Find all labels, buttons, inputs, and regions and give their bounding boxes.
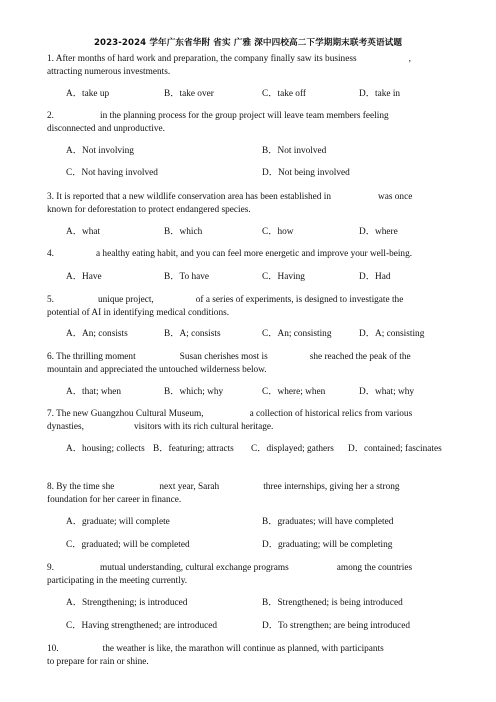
option-c[interactable]: C．take off <box>262 89 306 99</box>
question-7 <box>47 408 451 433</box>
option-c[interactable]: C．Not having involved <box>66 168 158 178</box>
question-text: a collection of historical relics from various <box>249 409 413 419</box>
option-d[interactable]: D．graduating; will be completing <box>262 540 393 550</box>
option-b[interactable]: B．take over <box>164 89 214 99</box>
question-text: mountain and appreciated the untouched wilderness below. <box>47 364 267 375</box>
option-c[interactable]: C．An; consisting <box>262 329 332 339</box>
question-text: a healthy eating habit, and you can feel more energetic and improve your well-being. <box>95 249 413 259</box>
question-text: 10. <box>47 644 59 654</box>
question-text: attracting numerous investments. <box>47 66 171 77</box>
option-b[interactable]: B．A; consists <box>164 329 221 339</box>
question-3 <box>47 191 451 216</box>
question-text: 2. <box>47 111 54 121</box>
question-text: in the planning process for the group project will leave team members feeling <box>99 111 389 121</box>
question-text: unique project, <box>97 295 154 305</box>
option-d[interactable]: D．what; why <box>359 387 415 397</box>
option-d[interactable]: D．take in <box>359 89 401 99</box>
option-a[interactable]: A．An; consists <box>66 329 128 339</box>
question-text: was once <box>377 192 413 202</box>
question-10 <box>47 643 451 668</box>
question-text: mutual understanding, cultural exchange programs <box>99 563 289 573</box>
option-b[interactable]: B．featuring; attracts <box>153 444 234 454</box>
option-d[interactable]: D．Had <box>359 272 391 282</box>
option-b[interactable]: B．which; why <box>164 387 224 397</box>
option-a[interactable]: A．housing; collects <box>66 444 145 454</box>
option-b[interactable]: B．To have <box>164 272 210 282</box>
option-d[interactable]: D．Not being involved <box>262 168 350 178</box>
option-b[interactable]: B．Not involved <box>262 146 327 156</box>
option-c[interactable]: C．Having strengthened; are introduced <box>66 621 218 631</box>
question-text: 6. The thrilling moment <box>47 352 136 362</box>
option-b[interactable]: B．which <box>164 227 203 237</box>
question-text: next year, Sarah <box>159 482 220 492</box>
question-text: to prepare for rain or shine. <box>47 656 149 667</box>
question-text: 1. After months of hard work and preparation, the company finally saw its business <box>47 54 357 64</box>
question-text: the weather is like, the marathon will continue as planned, with participants <box>102 644 384 654</box>
option-a[interactable]: A．take up <box>66 89 110 99</box>
question-8 <box>47 481 451 506</box>
option-a[interactable]: A．what <box>66 227 101 237</box>
option-a[interactable]: A．that; when <box>66 387 122 397</box>
exam-title: 2023-2024 学年广东省华附 省实 广雅 深中四校高二下学期期末联考英语试题 <box>93 38 403 48</box>
question-text: dynasties, <box>47 421 84 432</box>
question-text: disconnected and unproductive. <box>47 123 165 134</box>
option-a[interactable]: A．Have <box>66 272 102 282</box>
option-c[interactable]: C．displayed; gathers <box>251 444 334 454</box>
option-d[interactable]: D．A; consisting <box>359 329 425 339</box>
question-6 <box>47 351 451 376</box>
question-text: , <box>408 54 411 64</box>
question-text: visitors with its rich cultural heritage. <box>133 421 274 432</box>
question-text: Susan cherishes most is <box>179 352 268 362</box>
question-4 <box>47 248 457 261</box>
option-d[interactable]: D．where <box>359 227 398 237</box>
question-text: participating in the meeting currently. <box>47 575 188 586</box>
question-text: among the countries <box>336 563 413 573</box>
question-text: 5. <box>47 295 54 305</box>
question-text: she reached the peak of the <box>309 352 411 362</box>
question-text: known for deforestation to protect endangered species. <box>47 204 251 215</box>
option-a[interactable]: A．Not involving <box>66 146 134 156</box>
option-b[interactable]: B．Strengthened; is being introduced <box>262 598 403 608</box>
option-c[interactable]: C．Having <box>262 272 305 282</box>
question-9 <box>47 562 451 587</box>
option-c[interactable]: C．graduated; will be completed <box>66 540 190 550</box>
option-a[interactable]: A．graduate; will complete <box>66 517 170 527</box>
question-text: foundation for her career in finance. <box>47 494 182 505</box>
option-c[interactable]: C．where; when <box>262 387 326 397</box>
option-a[interactable]: A．Strengthening; is introduced <box>66 598 188 608</box>
question-text: of a series of experiments, is designed to investigate the <box>195 295 404 305</box>
question-text: 9. <box>47 563 54 573</box>
option-d[interactable]: D．To strengthen; are being introduced <box>262 621 411 631</box>
question-text: three internships, giving her a strong <box>263 482 400 492</box>
question-text: 7. The new Guangzhou Cultural Museum, <box>47 409 204 419</box>
option-c[interactable]: C．how <box>262 227 294 237</box>
question-5 <box>47 294 451 319</box>
option-d[interactable]: D．contained; fascinates <box>348 444 442 454</box>
question-1 <box>47 53 451 78</box>
question-text: 4. <box>47 249 54 259</box>
question-text: 3. It is reported that a new wildlife conservation area has been established in <box>47 192 331 202</box>
question-2 <box>47 110 451 135</box>
question-text: potential of AI in identifying medical conditions. <box>47 307 230 318</box>
option-b[interactable]: B．graduates; will have completed <box>262 517 394 527</box>
question-text: 8. By the time she <box>47 482 115 492</box>
